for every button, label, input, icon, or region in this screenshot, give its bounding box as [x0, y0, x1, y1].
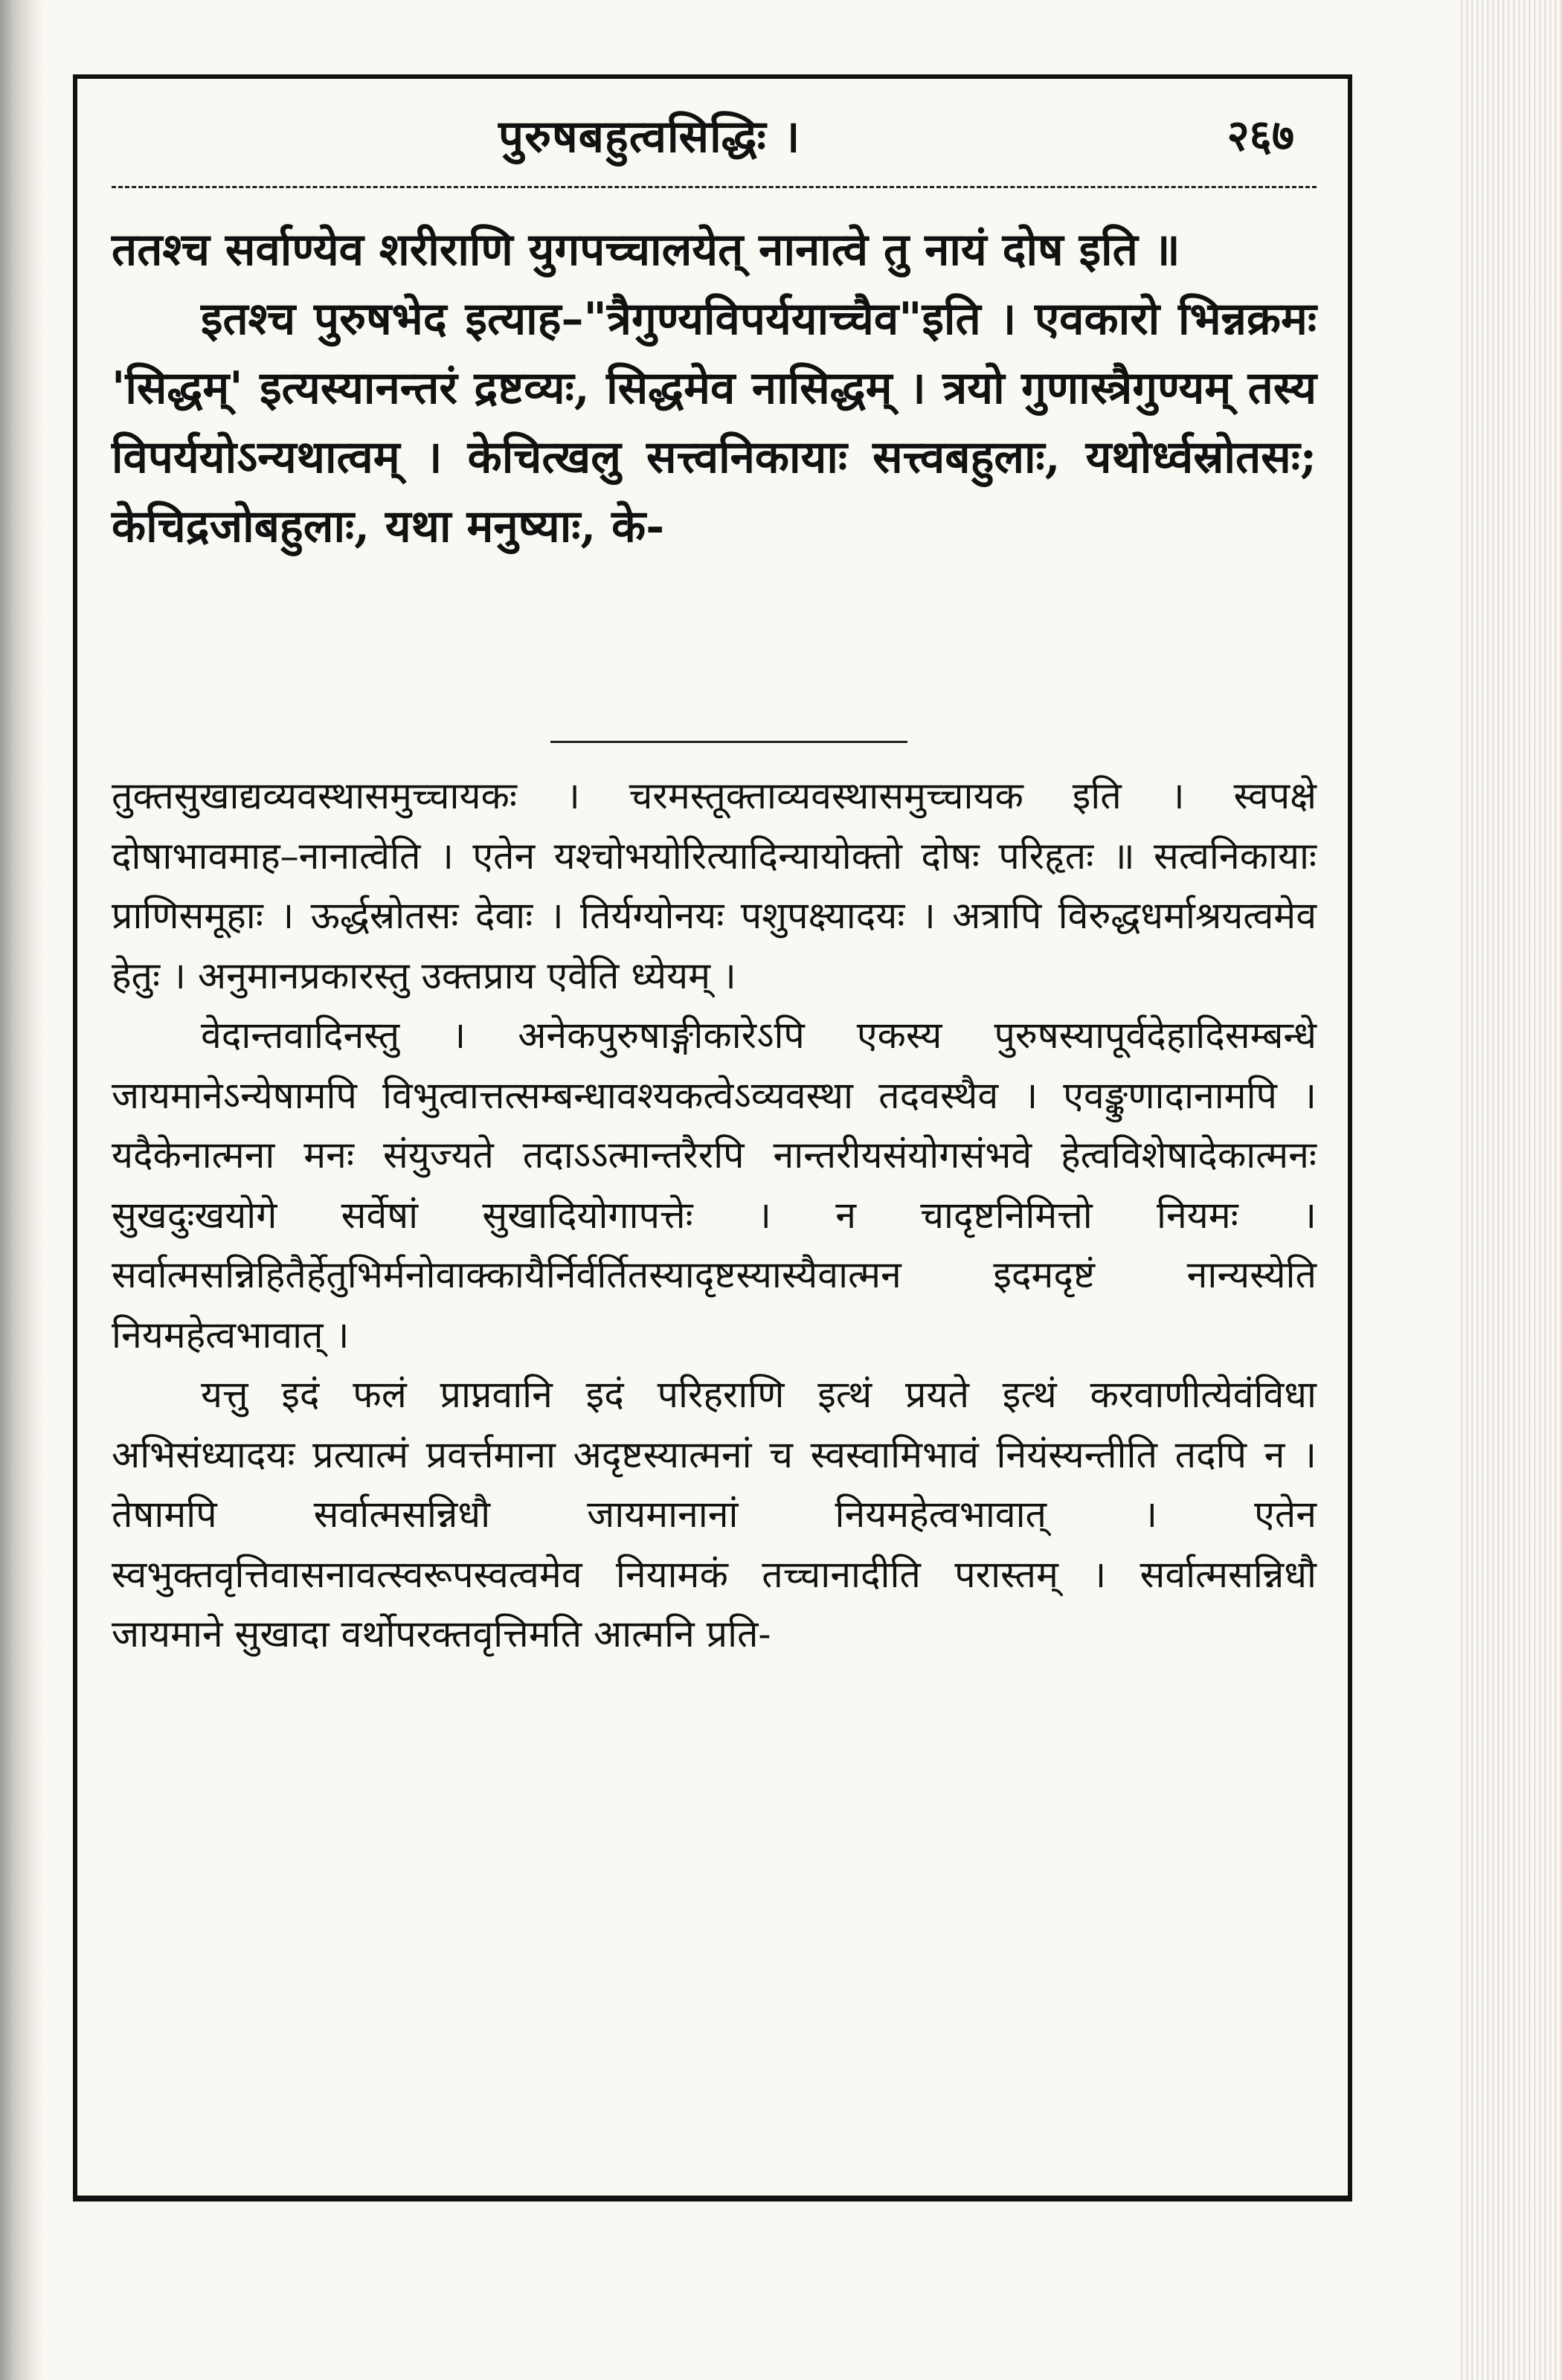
main-text-block: [112, 216, 1317, 562]
running-header: [112, 104, 1317, 171]
running-title: पुरुषबहुत्वसिद्धिः ।: [498, 111, 801, 163]
commentary-paragraph-3: यत्तु इदं फलं प्राप्नवानि इदं परिहराणि इत्थं प्रयते इत्थं करवाणीत्येवंविधा अभिसंध्यादयः प्रत्यात्मं प्रवर्त्तमाना अदृष्टस्यात्मनां च स्वस्वामिभावं नियंस्यन्तीति तदपि न । तेषामपि सर्वात्मसन्निधौ जायमानानां नियमहेत्वभावात् । एतेन स्वभुक्तवृत्तिवासनावत्स्वरूपस्वत्वमेव नियामकं तच्चानादीति परास्तम् । सर्वात्मसन्निधौ जायमाने सुखादा वर्थोपरक्तवृत्तिमति आत्मनि प्रति-: [112, 1373, 1317, 1656]
page-number: २६७: [1227, 110, 1294, 161]
commentary-paragraph-2: वेदान्तवादिनस्तु । अनेकपुरुषाङ्गीकारेऽपि एकस्य पुरुषस्यापूर्वदेहादिसम्बन्धे जायमानेऽन्येषामपि विभुत्वात्तत्सम्बन्धावश्यकत्वेऽव्यवस्था तदवस्थैव । एवङ्कुणादानामपि । यदैकेनात्मना मनः संयुज्यते तदाऽऽत्मान्तरैरपि नान्तरीयसंयोगसंभवे हेत्वविशेषादेकात्मनः सुखदुःखयोगे सर्वेषां सुखादियोगापत्तेः । न चादृष्टनिमित्तो नियमः । सर्वात्मसन्निहितैर्हेतुभिर्मनोवाक्कायैर्निर्वर्तितस्यादृष्टस्यास्यैवात्मन इदमदृष्टं नान्यस्येति नियमहेत्वभावात् ।: [112, 1014, 1317, 1357]
commentary-paragraph-1: तुक्तसुखाद्यव्यवस्थासमुच्चायकः । चरमस्तूक्ताव्यवस्थासमुच्चायक इति । स्वपक्षे दोषाभावमाह–नानात्वेति । एतेन यश्चोभयोरित्यादिन्यायोक्तो दोषः परिहृतः ॥ सत्वनिकायाः प्राणिसमूहाः । ऊर्द्धस्रोतसः देवाः । तिर्यग्योनयः पशुपक्ष्यादयः । अत्रापि विरुद्धधर्माश्रयत्वमेव हेतुः । अनुमानप्रकारस्तु उक्तप्राय एवेति ध्येयम् ।: [112, 774, 1317, 997]
book-gutter-shadow: [0, 0, 45, 2380]
page-edge-stack: [1458, 0, 1562, 2380]
commentary-separator-rule: [550, 741, 907, 743]
header-rule: [112, 186, 1317, 188]
commentary-block: [112, 766, 1317, 1665]
main-paragraph-2: इतश्च पुरुषभेद इत्याह–"त्रैगुण्यविपर्ययाच्चैव"इति । एवकारो भिन्नक्रमः 'सिद्धम्' इत्यस्यानन्तरं द्रष्टव्यः, सिद्धमेव नासिद्धम् । त्रयो गुणास्त्रैगुण्यम् तस्य विपर्ययोऽन्यथात्वम् । केचित्खलु सत्त्वनिकायाः सत्त्वबहुलाः, यथोर्ध्वस्रोतसः; केचिद्रजोबहुलाः, यथा मनुष्याः, के-: [112, 293, 1317, 553]
main-paragraph-1: ततश्च सर्वाण्येव शरीराणि युगपच्चालयेत् नानात्वे तु नायं दोष इति ॥: [112, 224, 1180, 276]
